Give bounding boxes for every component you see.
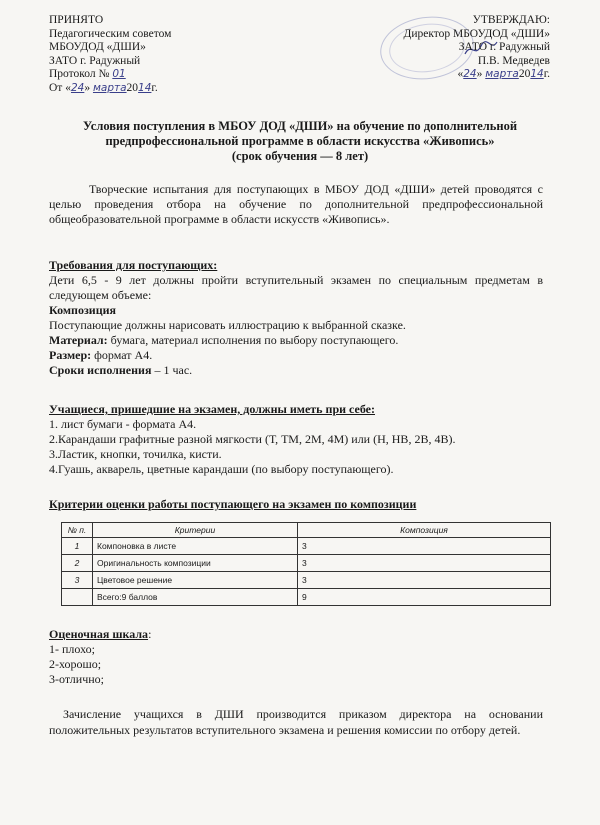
header-line: Педагогическим советом [49, 27, 172, 40]
table-header-row [62, 523, 551, 538]
criteria-section [49, 497, 543, 512]
material-text: бумага, материал исполнения по выбору поступающего. [107, 333, 399, 347]
date-day: 24 [70, 81, 85, 94]
time-text: – 1 час. [151, 363, 193, 377]
date-day: 24 [463, 68, 477, 81]
header-line: ПРИНЯТО [49, 14, 104, 26]
supplies-section [49, 402, 543, 477]
date-line [380, 68, 550, 82]
date-sep: » [476, 68, 486, 81]
table-cell: 3 [62, 572, 93, 589]
table-cell: 3 [298, 555, 551, 572]
approval-block-right [380, 14, 550, 82]
table-cell: Компоновка в листе [93, 538, 298, 555]
approval-block-left [49, 14, 249, 96]
title-line: предпрофессиональной программе в области искусства «Живопись» [105, 134, 495, 148]
material-label: Материал: [49, 333, 108, 347]
header-line: Директор МБОУДОД «ДШИ» [403, 27, 550, 40]
enrollment-paragraph: Зачисление учащихся в ДШИ производится приказом директора на основании положительных результатов вступительного экзамена и решения комиссии по отбору детей. [49, 707, 543, 737]
date-year: 14 [138, 81, 152, 94]
table-cell: 1 [62, 538, 93, 555]
scale-item: 3-отлично; [49, 672, 104, 686]
table-cell [62, 589, 93, 606]
column-header: № п. [62, 523, 93, 538]
table-row [62, 572, 551, 589]
protocol-line [49, 68, 249, 82]
document-title [40, 119, 560, 164]
size-line [49, 348, 543, 363]
task-text: Поступающие должны нарисовать иллюстрацию к выбранной сказке. [49, 318, 406, 332]
header-line: ЗАТО г. Радужный [49, 54, 141, 67]
supply-item: 1. лист бумаги - формата А4. [49, 417, 197, 431]
protocol-number: 01 [112, 68, 126, 81]
criteria-heading: Критерии оценки работы поступающего на экзамен по композиции [49, 497, 417, 511]
header-line: МБОУДОД «ДШИ» [49, 41, 146, 54]
date-suffix: г. [543, 68, 550, 81]
date-year: 14 [530, 68, 544, 81]
supply-item: 2.Карандаши графитные разной мягкости (Т, ТМ, 2М, 4М) или (Н, НВ, 2В, 4В). [49, 432, 456, 446]
date-year-prefix: 20 [126, 81, 139, 94]
date-prefix: От « [49, 81, 71, 94]
table-cell: 9 [298, 589, 551, 606]
column-header: Композиция [298, 523, 551, 538]
scale-colon: : [148, 627, 152, 641]
title-subline: (срок обучения — 8 лет) [231, 149, 369, 163]
table-row [62, 589, 551, 606]
material-line [49, 333, 543, 348]
supplies-heading: Учащиеся, пришедшие на экзамен, должны иметь при себе: [49, 402, 375, 416]
date-sep: » [84, 81, 93, 94]
scale-item: 1- плохо; [49, 642, 95, 656]
supply-item: 4.Гуашь, акварель, цветные карандаши (по выбору поступающего). [49, 462, 394, 476]
protocol-label: Протокол № [49, 68, 110, 81]
time-line [49, 363, 543, 378]
date-month: марта [485, 68, 519, 81]
date-year-prefix: 20 [518, 68, 531, 81]
date-prefix: « [457, 68, 464, 81]
header-line: ЗАТО г. Радужный [458, 41, 550, 54]
size-label: Размер: [49, 348, 92, 362]
title-line: Условия поступления в МБОУ ДОД «ДШИ» на обучение по дополнительной [82, 119, 518, 133]
time-label: Сроки исполнения [49, 363, 152, 377]
scale-item: 2-хорошо; [49, 657, 102, 671]
size-text: формат А4. [91, 348, 153, 362]
table-row [62, 555, 551, 572]
table-cell: Всего:9 баллов [93, 589, 298, 606]
column-header: Критерии [93, 523, 298, 538]
date-month: марта [92, 81, 127, 94]
requirements-text: Дети 6,5 - 9 лет должны пройти вступительный экзамен по специальным предметам в следующем объеме: [49, 273, 543, 302]
scale-section [49, 627, 543, 687]
supply-item: 3.Ластик, кнопки, точилка, кисти. [49, 447, 222, 461]
header-line: УТВЕРЖДАЮ: [472, 14, 550, 26]
date-suffix: г. [151, 81, 158, 94]
scale-heading-line [49, 627, 543, 642]
table-cell: 3 [298, 572, 551, 589]
requirements-heading: Требования для поступающих: [49, 258, 218, 272]
subject-name: Композиция [49, 303, 117, 317]
table-row [62, 538, 551, 555]
table-cell: Оригинальность композиции [93, 555, 298, 572]
scale-heading: Оценочная шкала [49, 627, 149, 641]
table-cell: 3 [298, 538, 551, 555]
date-line [49, 82, 249, 96]
header-line: П.В. Медведев [477, 54, 550, 67]
table-cell: Цветовое решение [93, 572, 298, 589]
requirements-section [49, 258, 543, 378]
intro-paragraph: Творческие испытания для поступающих в МБОУ ДОД «ДШИ» детей проводятся с целью проведения отбора на обучение по дополнительной предпрофессиональной общеобразовательной программе в области искусств «Живопись». [49, 182, 543, 226]
table-cell: 2 [62, 555, 93, 572]
criteria-table [61, 522, 551, 606]
